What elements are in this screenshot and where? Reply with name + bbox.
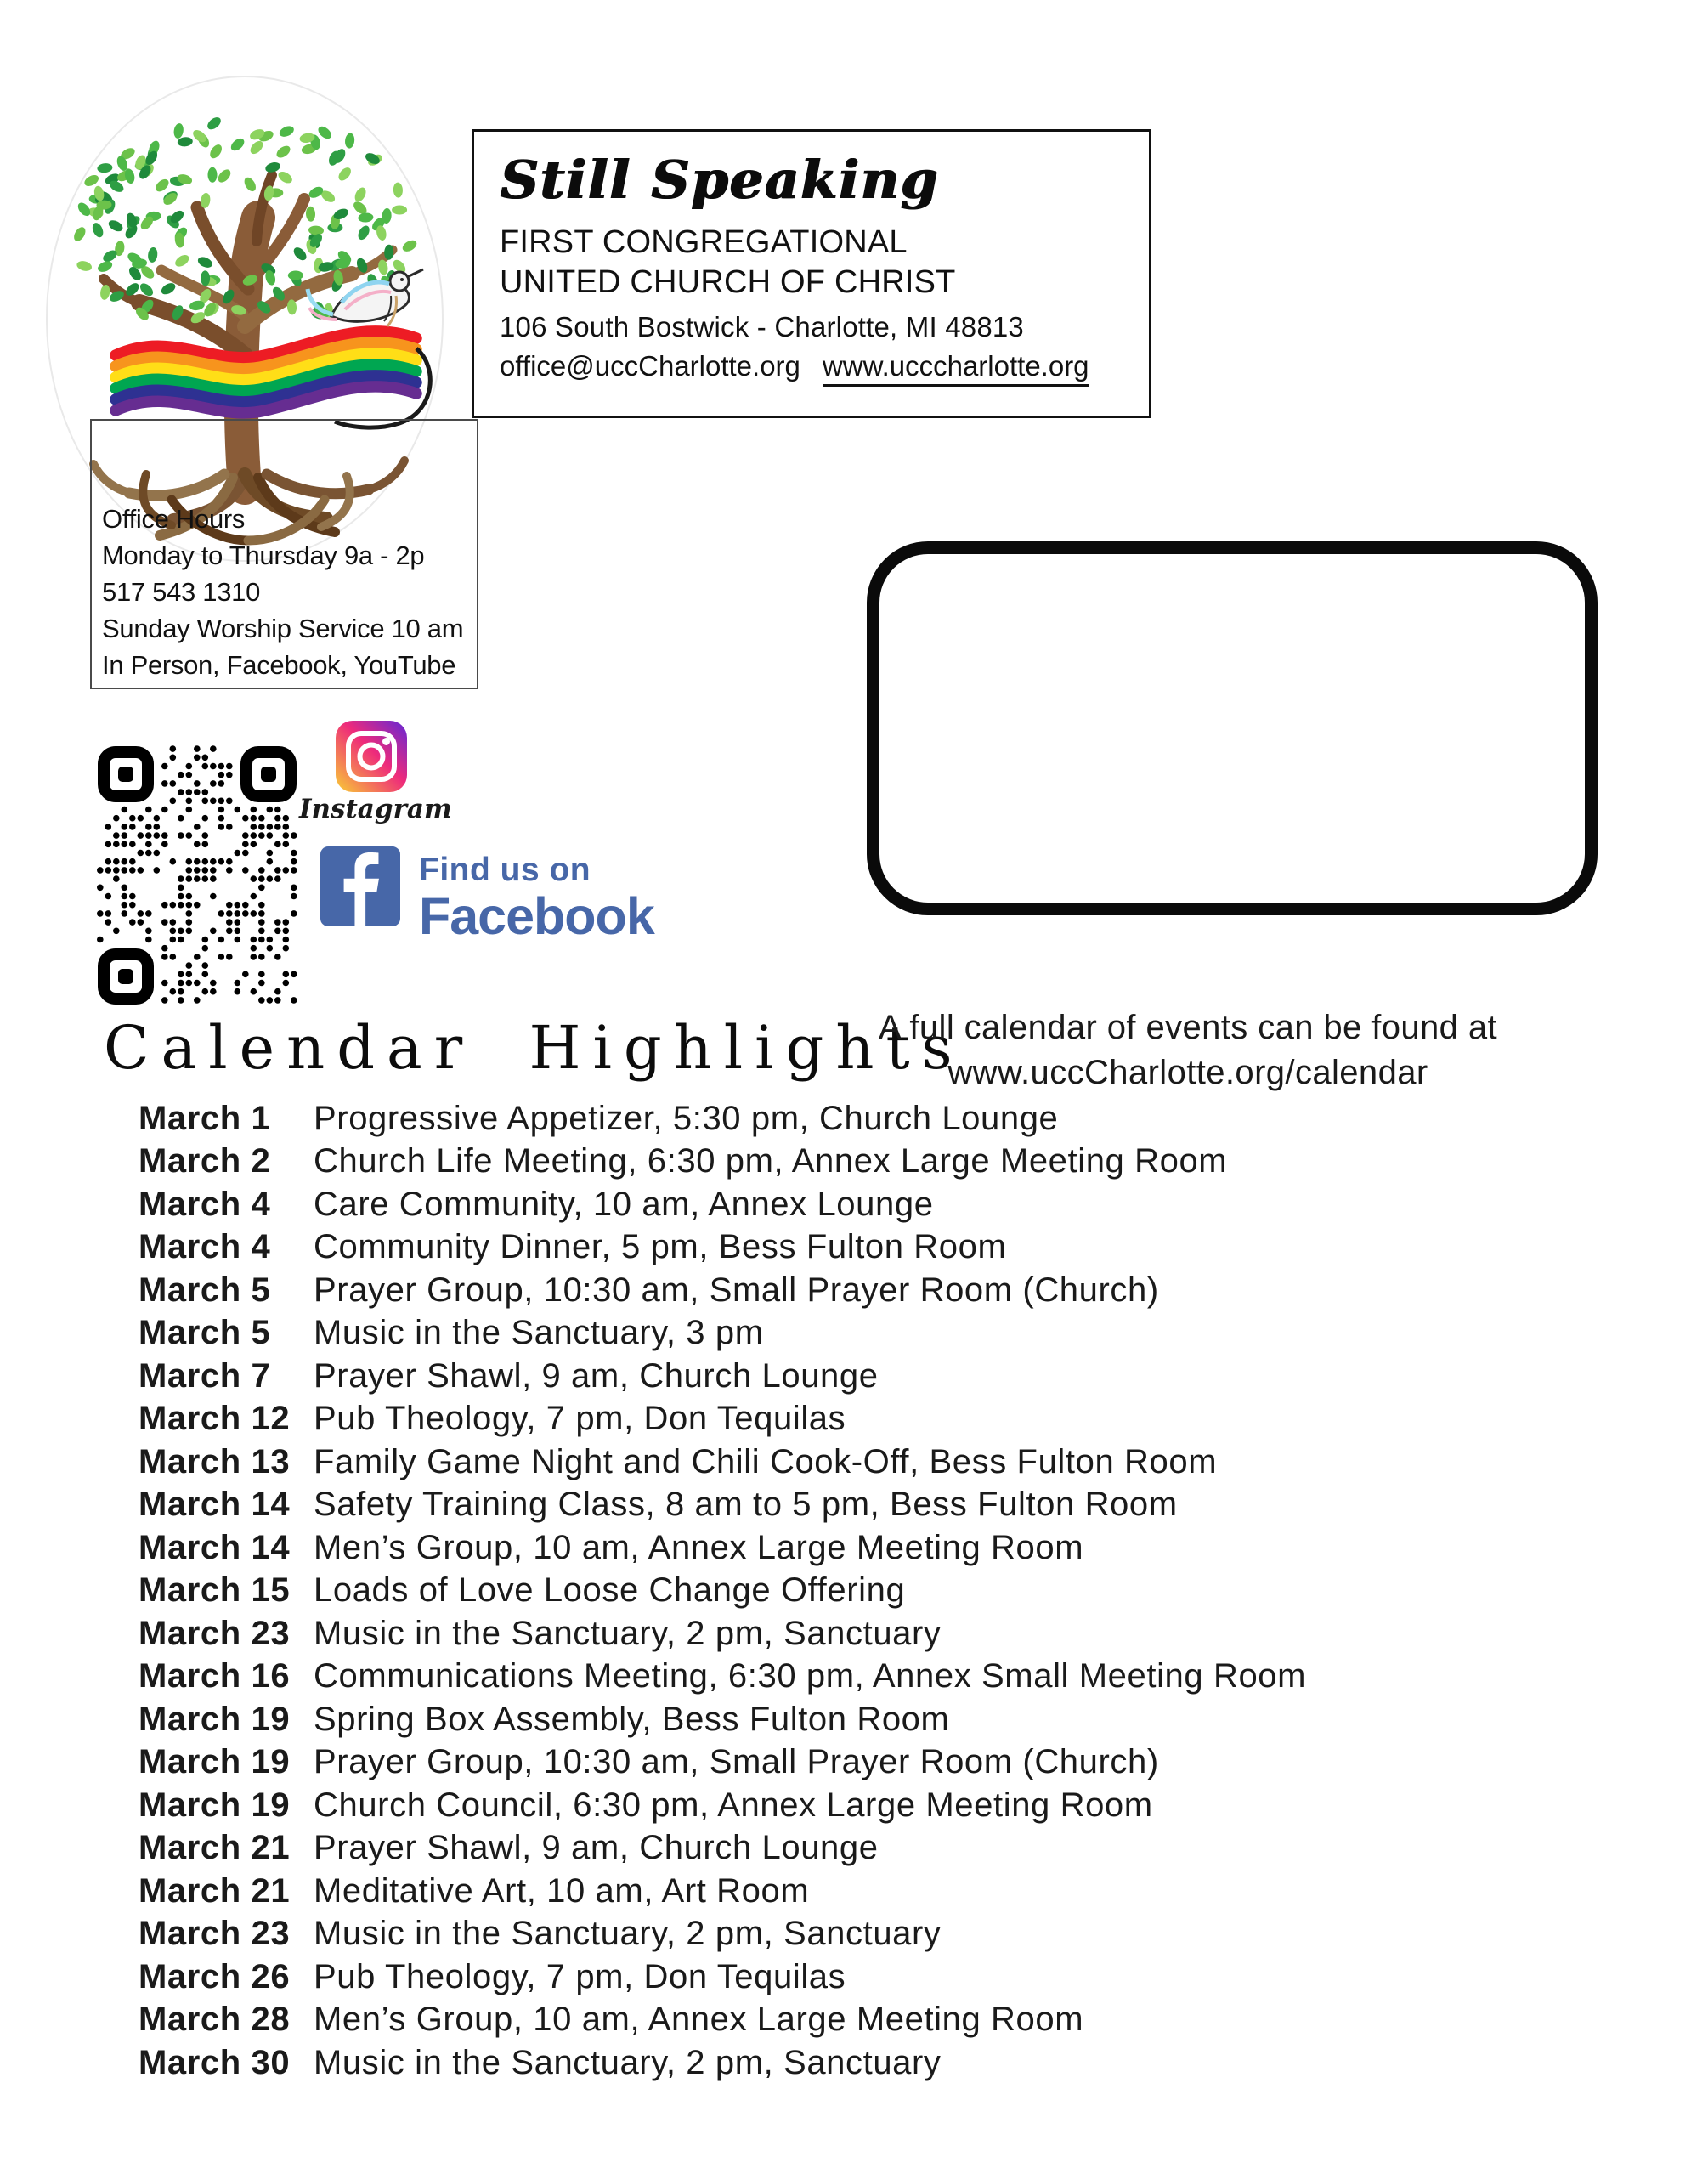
event-date: March 1 (139, 1099, 271, 1137)
calendar-event-row (139, 1441, 1651, 1484)
event-details: Church Council, 6:30 pm, Annex Large Meeting Room (314, 1786, 1153, 1824)
calendar-event-row (139, 1741, 1651, 1785)
mailing-label-frame (867, 541, 1598, 915)
org-name-line1: FIRST CONGREGATIONAL (500, 224, 908, 260)
church-info-card (472, 129, 1151, 418)
office-hours-card (90, 419, 478, 689)
calendar-event-row (139, 1398, 1651, 1441)
facebook-text (419, 846, 654, 945)
event-details: Family Game Night and Chili Cook-Off, Bess Fulton Room (314, 1442, 1218, 1480)
calendar-event-row (139, 1870, 1651, 1913)
office-hours-line: Monday to Thursday 9a - 2p (102, 541, 425, 570)
event-details: Pub Theology, 7 pm, Don Tequilas (314, 1957, 846, 1995)
event-date: March 26 (139, 1957, 291, 1995)
event-details: Men’s Group, 10 am, Annex Large Meeting Room (314, 2001, 1084, 2039)
calendar-event-row (139, 1956, 1651, 1999)
event-details: Safety Training Class, 8 am to 5 pm, Bess Fulton Room (314, 1486, 1178, 1524)
event-date: March 15 (139, 1571, 291, 1610)
event-details: Music in the Sanctuary, 2 pm, Sanctuary (314, 2043, 942, 2081)
event-details: Music in the Sanctuary, 3 pm (314, 1314, 764, 1352)
instagram-icon (336, 721, 407, 792)
qr-code-icon[interactable] (96, 744, 298, 1006)
event-details: Community Dinner, 5 pm, Bess Fulton Room (314, 1228, 1007, 1266)
event-date: March 4 (139, 1228, 271, 1266)
event-date: March 13 (139, 1442, 291, 1480)
calendar-event-row (139, 2041, 1651, 2085)
event-date: March 7 (139, 1356, 271, 1395)
office-hours-line: Sunday Worship Service 10 am (102, 614, 464, 643)
calendar-event-row (139, 1612, 1651, 1656)
event-date: March 21 (139, 1871, 291, 1910)
email-address[interactable]: office@uccCharlotte.org (500, 350, 800, 382)
calendar-url[interactable]: www.uccCharlotte.org/calendar (947, 1054, 1428, 1091)
event-details: Communications Meeting, 6:30 pm, Annex Small Meeting Room (314, 1657, 1307, 1695)
event-details: Prayer Shawl, 9 am, Church Lounge (314, 1829, 879, 1867)
street-address: 106 South Bostwick - Charlotte, MI 48813 (500, 311, 1024, 342)
newsletter-title: Still Speaking (500, 149, 939, 211)
event-date: March 12 (139, 1400, 291, 1438)
event-date: March 19 (139, 1743, 291, 1781)
calendar-event-list (139, 1097, 1651, 2085)
calendar-event-row (139, 1526, 1651, 1570)
event-date: March 5 (139, 1314, 271, 1352)
calendar-event-row (139, 1913, 1651, 1956)
calendar-event-row (139, 1484, 1651, 1527)
event-details: Care Community, 10 am, Annex Lounge (314, 1185, 934, 1223)
event-date: March 30 (139, 2043, 291, 2081)
event-details: Prayer Shawl, 9 am, Church Lounge (314, 1356, 879, 1395)
calendar-event-row (139, 1698, 1651, 1741)
event-date: March 19 (139, 1786, 291, 1824)
org-name-line2: UNITED CHURCH OF CHRIST (500, 264, 956, 300)
office-hours-line: 517 543 1310 (102, 577, 261, 607)
instagram-label: Instagram (299, 794, 452, 824)
event-date: March 23 (139, 1614, 291, 1652)
calendar-title: Calendar Highlights (104, 1013, 964, 1083)
event-details: Prayer Group, 10:30 am, Small Prayer Room (Church) (314, 1271, 1159, 1309)
event-details: Progressive Appetizer, 5:30 pm, Church Lounge (314, 1099, 1059, 1137)
facebook-icon (320, 846, 400, 926)
event-date: March 2 (139, 1142, 271, 1180)
event-date: March 14 (139, 1486, 291, 1524)
event-date: March 21 (139, 1829, 291, 1867)
event-details: Men’s Group, 10 am, Annex Large Meeting Room (314, 1528, 1084, 1566)
event-date: March 28 (139, 2001, 291, 2039)
calendar-event-row (139, 1312, 1651, 1356)
calendar-note-line1: A full calendar of events can be found at (878, 1009, 1497, 1046)
calendar-note (809, 1005, 1567, 1095)
calendar-event-row (139, 1269, 1651, 1312)
facebook-tagline: Find us on (419, 852, 591, 888)
event-details: Prayer Group, 10:30 am, Small Prayer Room (Church) (314, 1743, 1159, 1781)
instagram-link[interactable] (299, 721, 452, 824)
calendar-event-row (139, 1656, 1651, 1699)
event-date: March 23 (139, 1915, 291, 1953)
event-details: Church Life Meeting, 6:30 pm, Annex Large Meeting Room (314, 1142, 1228, 1180)
event-date: March 16 (139, 1657, 291, 1695)
event-date: March 14 (139, 1528, 291, 1566)
event-details: Pub Theology, 7 pm, Don Tequilas (314, 1400, 846, 1438)
event-details: Meditative Art, 10 am, Art Room (314, 1871, 810, 1910)
event-details: Music in the Sanctuary, 2 pm, Sanctuary (314, 1614, 942, 1652)
event-date: March 5 (139, 1271, 271, 1309)
calendar-event-row (139, 1827, 1651, 1871)
office-hours-line: In Person, Facebook, YouTube (102, 650, 456, 680)
calendar-event-row (139, 1570, 1651, 1613)
website-link[interactable]: www.ucccharlotte.org (823, 350, 1089, 387)
office-hours-line: Office Hours (102, 504, 246, 534)
calendar-event-row (139, 1141, 1651, 1184)
calendar-event-row (139, 1999, 1651, 2042)
event-date: March 19 (139, 1700, 291, 1738)
calendar-event-row (139, 1097, 1651, 1141)
facebook-link[interactable] (320, 846, 654, 945)
calendar-event-row (139, 1355, 1651, 1398)
event-details: Spring Box Assembly, Bess Fulton Room (314, 1700, 950, 1738)
calendar-event-row (139, 1183, 1651, 1226)
calendar-event-row (139, 1784, 1651, 1827)
event-details: Loads of Love Loose Change Offering (314, 1571, 906, 1610)
facebook-wordmark: Facebook (419, 887, 654, 945)
event-details: Music in the Sanctuary, 2 pm, Sanctuary (314, 1915, 942, 1953)
calendar-event-row (139, 1226, 1651, 1270)
contact-line (500, 350, 1149, 382)
event-date: March 4 (139, 1185, 271, 1223)
